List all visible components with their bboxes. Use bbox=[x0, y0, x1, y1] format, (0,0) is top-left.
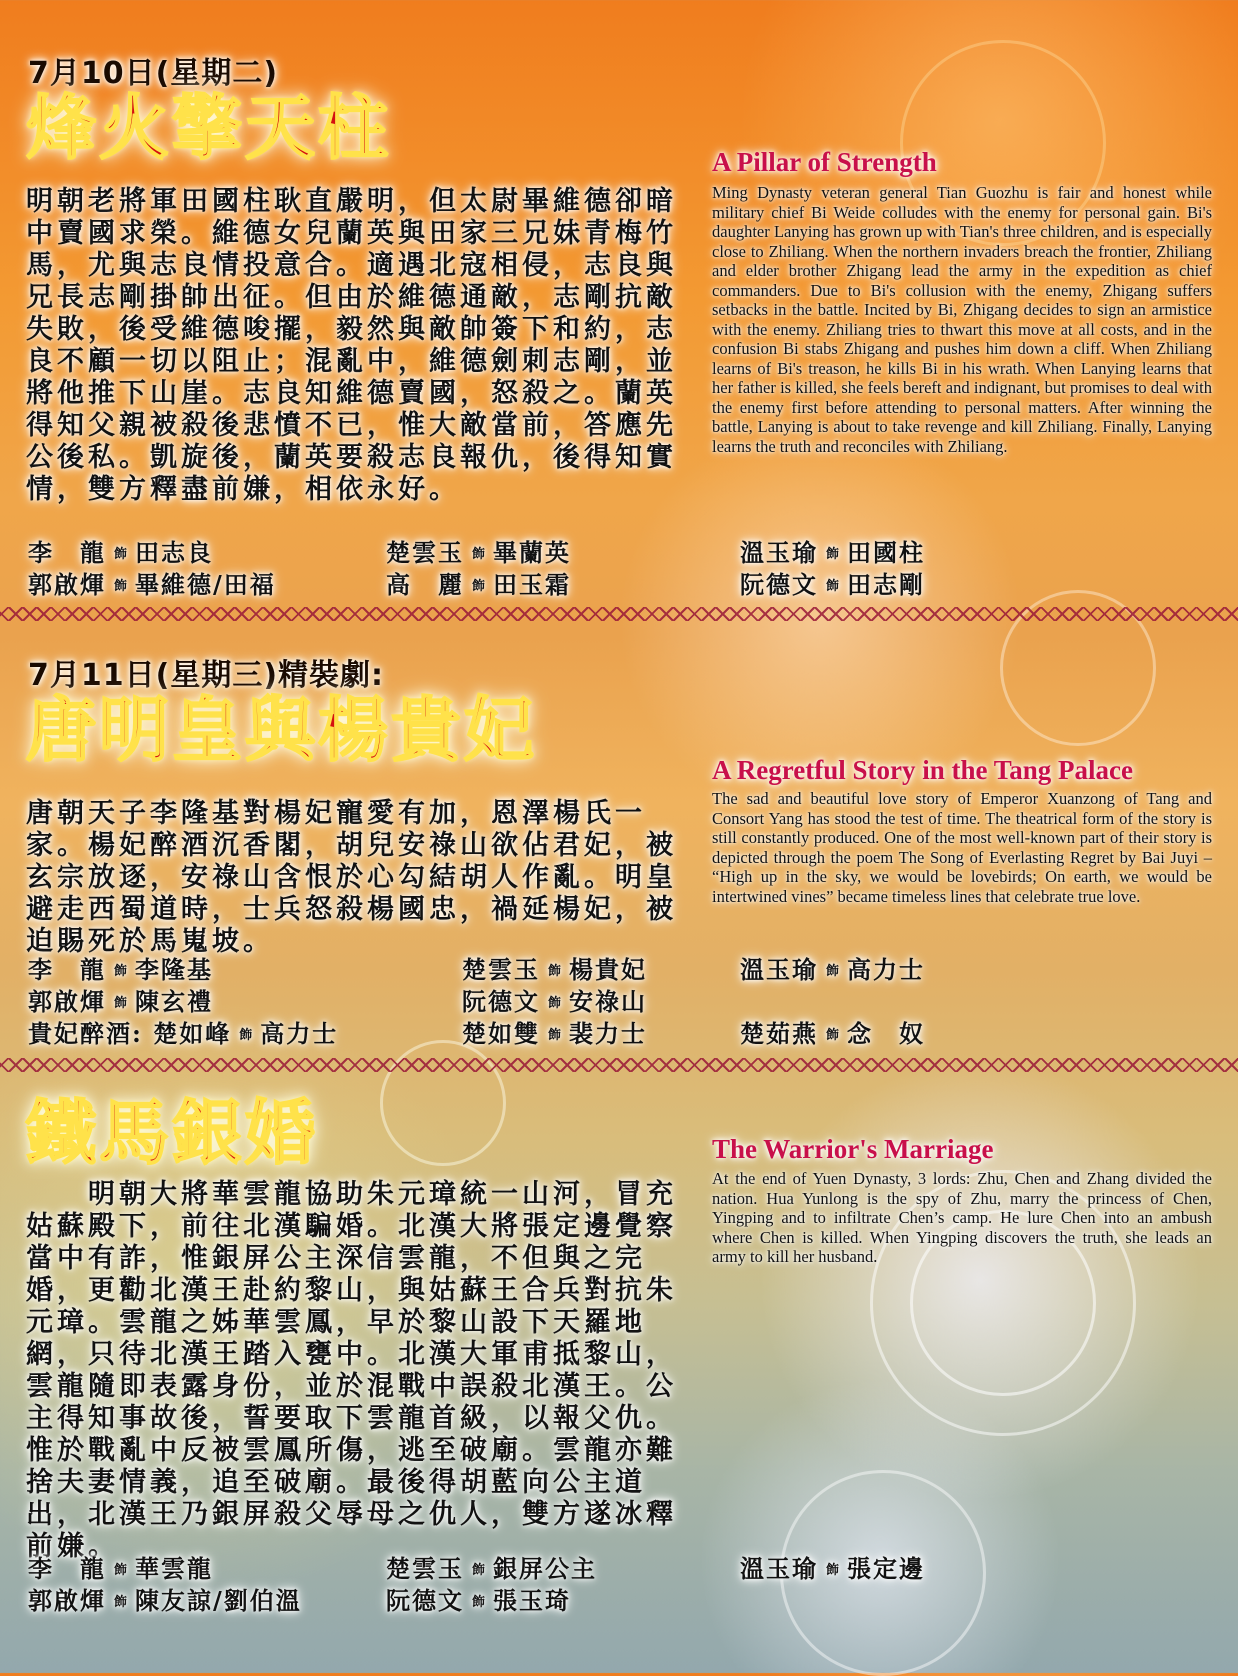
actor-name: 溫玉瑜 bbox=[740, 1554, 818, 1583]
actor-name: 楚雲玉 bbox=[386, 538, 464, 567]
as-label: 飾 bbox=[548, 1027, 562, 1043]
actor-name: 郭啟煇 bbox=[28, 1586, 106, 1615]
role-name: 銀屏公主 bbox=[493, 1554, 598, 1583]
role-name: 念 奴 bbox=[847, 1019, 926, 1048]
show-2-en-text: The sad and beautiful love story of Emperor Xuanzong of Tang and Consort Yang has stood the test of time. The theatrical form of the story is still constantly produced. One of the most well-known part of their story is depicted through the poem The Song of Everlasting Regret by Bai Juyi – “High up in the sky, we would be lovebirds; On earth, we would be intertwined vines” became timeless lines that celebrate true love. bbox=[712, 789, 1212, 906]
role-name: 安祿山 bbox=[569, 987, 648, 1016]
role-name: 田志良 bbox=[135, 538, 214, 567]
show-1-en-title: A Pillar of Strength bbox=[712, 147, 937, 177]
as-label: 飾 bbox=[472, 546, 486, 562]
actor-name: 李 龍 bbox=[28, 538, 106, 567]
cast-entry bbox=[28, 569, 276, 603]
role-name: 畢維德/田福 bbox=[135, 570, 276, 599]
as-label: 飾 bbox=[472, 1594, 486, 1610]
as-label: 飾 bbox=[826, 1027, 840, 1043]
as-label: 飾 bbox=[826, 578, 840, 594]
as-label: 飾 bbox=[826, 1562, 840, 1578]
as-label: 飾 bbox=[114, 546, 128, 562]
role-name: 高力士 bbox=[847, 955, 926, 984]
role-name: 陳玄禮 bbox=[135, 987, 214, 1016]
cast-entry bbox=[462, 986, 647, 1020]
cast-entry bbox=[28, 1553, 213, 1587]
role-name: 畢蘭英 bbox=[493, 538, 572, 567]
show-3-section bbox=[0, 1065, 1238, 1673]
actor-name: 貴妃醉酒: 楚如峰 bbox=[28, 1019, 232, 1048]
cast-entry bbox=[740, 1018, 925, 1052]
as-label: 飾 bbox=[114, 963, 128, 979]
show-3-en-title: The Warrior's Marriage bbox=[712, 1134, 994, 1164]
as-label: 飾 bbox=[114, 1562, 128, 1578]
cast-entry bbox=[386, 1553, 597, 1587]
show-3-title: 鐵馬銀婚 bbox=[26, 1092, 318, 1174]
as-label: 飾 bbox=[472, 1562, 486, 1578]
actor-name: 楚雲玉 bbox=[462, 955, 540, 984]
actor-name: 阮德文 bbox=[462, 987, 540, 1016]
show-3-en-text: At the end of Yuen Dynasty, 3 lords: Zhu, Chen and Zhang divided the nation. Hua Yunlong is the spy of Zhu, marry the princess of Chen, Yingping and to infiltrate Chen’s camp. He lure Chen into an ambush where Chen is killed. When Yingping discovers the truth, she leads an army to kill her husband. bbox=[712, 1169, 1212, 1266]
as-label: 飾 bbox=[548, 995, 562, 1011]
cast-entry bbox=[28, 1585, 302, 1619]
actor-name: 楚如雙 bbox=[462, 1019, 540, 1048]
actor-name: 溫玉瑜 bbox=[740, 955, 818, 984]
cast-entry bbox=[28, 1018, 338, 1052]
role-name: 陳友諒/劉伯溫 bbox=[135, 1586, 302, 1615]
actor-name: 郭啟煇 bbox=[28, 987, 106, 1016]
show-1-synopsis-zh: 明朝老將軍田國柱耿直嚴明，但太尉畢維德卻暗中賣國求榮。維德女兒蘭英與田家三兄妹青梅竹馬，尤與志良情投意合。適遇北寇相侵，志良與兄長志剛掛帥出征。但由於維德通敵，志剛抗敵失敗，後受維德唆擺，毅然與敵帥簽下和約，志良不顧一切以阻止；混亂中，維德劍刺志剛，並將他推下山崖。志良知維德賣國，怒殺之。蘭英得知父親被殺後悲憤不已，惟大敵當前，答應先公後私。凱旋後，蘭英要殺志良報仇，後得知實情，雙方釋盡前嫌，相依永好。 bbox=[26, 186, 677, 505]
role-name: 李隆基 bbox=[135, 955, 214, 984]
role-name: 楊貴妃 bbox=[569, 955, 648, 984]
actor-name: 李 龍 bbox=[28, 1554, 106, 1583]
as-label: 飾 bbox=[114, 1594, 128, 1610]
actor-name: 楚茹燕 bbox=[740, 1019, 818, 1048]
actor-name: 楚雲玉 bbox=[386, 1554, 464, 1583]
show-3-synopsis-zh: 明朝大將華雲龍協助朱元璋統一山河，冒充姑蘇殿下，前往北漢騙婚。北漢大將張定邊覺察當中有詐，惟銀屏公主深信雲龍，不但與之完婚，更勸北漢王赴約黎山，與姑蘇王合兵對抗朱元璋。雲龍之姊華雲鳳，早於黎山設下天羅地網，只待北漢王踏入甕中。北漢大軍甫抵黎山，雲龍隨即表露身份，並於混戰中誤殺北漢王。公主得知事故後，誓要取下雲龍首級，以報父仇。惟於戰亂中反被雲鳳所傷，逃至破廟。雲龍亦難捨夫妻情義，追至破廟。最後得胡藍向公主道出，北漢王乃銀屏殺父辱母之仇人，雙方遂冰釋前嫌。 bbox=[26, 1179, 677, 1562]
actor-name: 阮德文 bbox=[740, 570, 818, 599]
actor-name: 李 龍 bbox=[28, 955, 106, 984]
cast-entry bbox=[462, 954, 647, 988]
show-1-title: 烽火擎天柱 bbox=[26, 87, 391, 169]
show-1-section bbox=[0, 0, 1238, 615]
as-label: 飾 bbox=[114, 578, 128, 594]
as-label: 飾 bbox=[826, 963, 840, 979]
role-name: 裴力士 bbox=[569, 1019, 648, 1048]
cast-entry bbox=[740, 954, 925, 988]
cast-entry bbox=[386, 569, 571, 603]
cast-entry bbox=[28, 954, 213, 988]
cast-entry bbox=[740, 537, 925, 571]
actor-name: 郭啟煇 bbox=[28, 570, 106, 599]
role-name: 田國柱 bbox=[847, 538, 926, 567]
show-2-en-title: A Regretful Story in the Tang Palace bbox=[712, 755, 1133, 785]
as-label: 飾 bbox=[548, 963, 562, 979]
show-1-en-text: Ming Dynasty veteran general Tian Guozhu is fair and honest while military chief Bi Weide colludes with the enemy for personal gain. Bi's daughter Lanying has grown up with Tian's three children, and is especially close to Zhiliang. When the northern invaders breach the frontier, Zhiliang and elder brother Zhigang lead the army in the expedition as chief commanders. Due to Bi's collusion with the enemy, Zhigang suffers setbacks in the battle. Incited by Bi, Zhigang decides to sign an armistice with the enemy. Zhiliang tries to thwart this move at all costs, and in the confusion Bi stabs Zhigang and pushes him down a cliff. When Zhiliang learns of Bi's treason, he kills Bi in his wrath. When Lanying learns that her father is killed, she feels bereft and indignant, but promises to deal with the enemy first before attending to personal matters. After winning the battle, Lanying is about to take revenge and kill Zhiliang. Finally, Lanying learns the truth and reconciles with Zhiliang. bbox=[712, 183, 1212, 456]
cast-entry bbox=[740, 569, 925, 603]
cast-entry bbox=[462, 1018, 647, 1052]
role-name: 田志剛 bbox=[847, 570, 926, 599]
as-label: 飾 bbox=[826, 546, 840, 562]
role-name: 張玉琦 bbox=[493, 1586, 572, 1615]
role-name: 華雲龍 bbox=[135, 1554, 214, 1583]
cast-entry bbox=[386, 1585, 571, 1619]
actor-name: 阮德文 bbox=[386, 1586, 464, 1615]
role-name: 田玉霜 bbox=[493, 570, 572, 599]
role-name: 張定邊 bbox=[847, 1554, 926, 1583]
cast-entry bbox=[28, 986, 213, 1020]
as-label: 飾 bbox=[114, 995, 128, 1011]
show-2-section bbox=[0, 620, 1238, 1060]
actor-name: 高 麗 bbox=[386, 570, 464, 599]
show-2-synopsis-zh: 唐朝天子李隆基對楊妃寵愛有加，恩澤楊氏一家。楊妃醉酒沉香閣，胡兒安祿山欲佔君妃，被玄宗放逐，安祿山含恨於心勾結胡人作亂。明皇避走西蜀道時，士兵怒殺楊國忠，禍延楊妃，被迫賜死於馬嵬坡。 bbox=[26, 798, 677, 957]
role-name: 高力士 bbox=[260, 1019, 339, 1048]
cast-entry bbox=[28, 537, 213, 571]
show-2-title: 唐明皇與楊貴妃 bbox=[26, 689, 537, 771]
cast-entry bbox=[386, 537, 571, 571]
section-divider bbox=[0, 607, 1238, 621]
cast-entry bbox=[740, 1553, 925, 1587]
as-label: 飾 bbox=[472, 578, 486, 594]
show-2-date: 7月11日(星期三)精裝劇: bbox=[28, 658, 385, 693]
show-1-date: 7月10日(星期二) bbox=[28, 56, 279, 91]
actor-name: 溫玉瑜 bbox=[740, 538, 818, 567]
as-label: 飾 bbox=[239, 1027, 253, 1043]
